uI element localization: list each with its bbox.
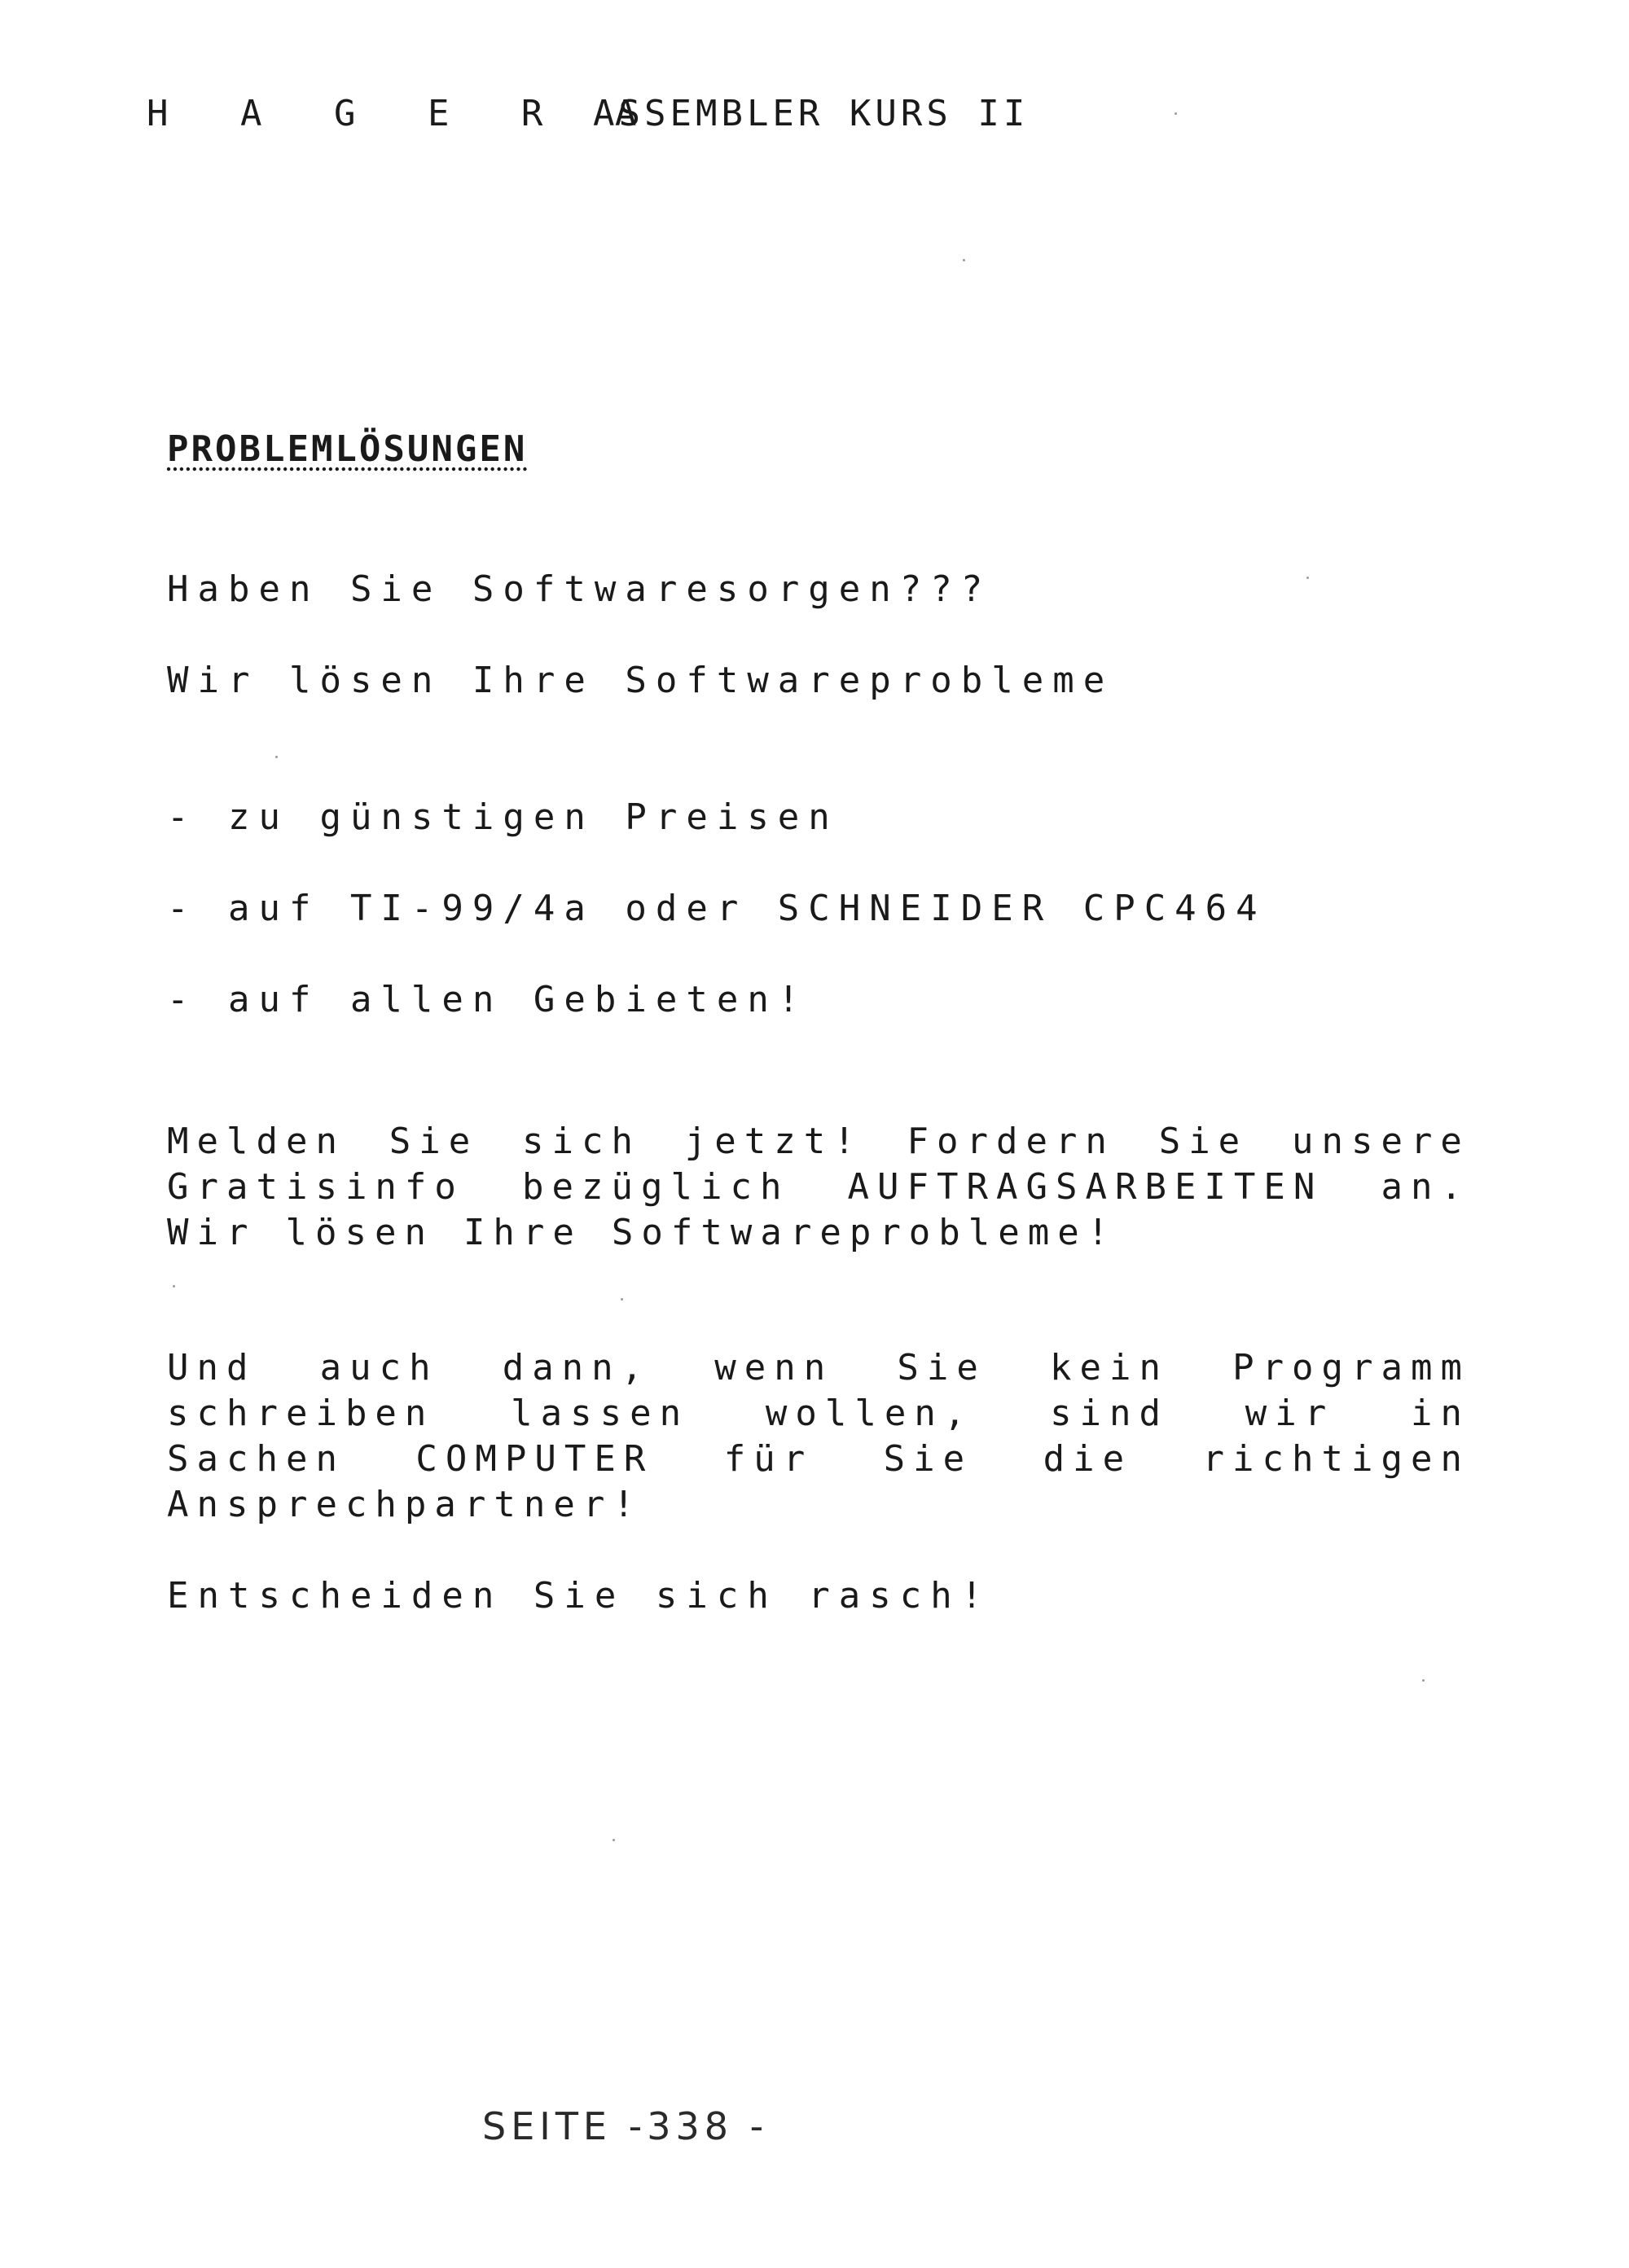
word: auch — [319, 1347, 439, 1388]
bullet-item: - zu günstigen Preisen — [167, 796, 839, 838]
scan-speck — [1306, 577, 1309, 579]
word: Melden — [167, 1121, 345, 1162]
word: unsere — [1291, 1121, 1470, 1162]
word: Sie — [883, 1438, 973, 1480]
word: Sachen — [167, 1438, 345, 1480]
word: Gratisinfo — [167, 1166, 464, 1208]
word: AUFTRAGSARBEITEN — [847, 1166, 1324, 1208]
word: Fordern — [907, 1121, 1115, 1162]
word: sich — [522, 1121, 641, 1162]
word: Sie — [897, 1347, 986, 1388]
word: Sie — [1158, 1121, 1249, 1162]
word: Ihre — [463, 1212, 582, 1253]
word: die — [1043, 1438, 1133, 1480]
word: richtigen — [1202, 1438, 1470, 1480]
header-brand: H A G E R A — [147, 93, 662, 134]
scan-speck — [963, 259, 965, 261]
section-heading: PROBLEMLÖSUNGEN — [167, 428, 528, 470]
word: Softwareprobleme! — [611, 1212, 1117, 1253]
paragraph-line — [167, 1437, 1470, 1482]
word: wir — [1245, 1393, 1335, 1434]
scan-speck — [1422, 1679, 1425, 1682]
bullet-item: - auf allen Gebieten! — [167, 979, 809, 1020]
word: wenn — [714, 1347, 834, 1388]
paragraph-line — [167, 1119, 1470, 1165]
word: lassen — [511, 1393, 690, 1434]
paragraph-line — [167, 1482, 1470, 1528]
paragraph-contact-partner — [167, 1345, 1470, 1528]
paragraph-line — [167, 1210, 1470, 1256]
word: sind — [1050, 1393, 1170, 1434]
scan-speck — [275, 756, 278, 758]
word: lösen — [285, 1212, 434, 1253]
closing-call-to-action: Entscheiden Sie sich rasch! — [167, 1575, 992, 1617]
word: wollen, — [765, 1393, 974, 1434]
word: kein — [1049, 1347, 1169, 1388]
scan-speck — [621, 1298, 623, 1301]
page-number: SEITE -338 - — [482, 2104, 769, 2148]
word: in — [1411, 1393, 1470, 1434]
word: schreiben — [167, 1393, 435, 1434]
word: Wir — [167, 1212, 257, 1253]
word: COMPUTER — [415, 1438, 654, 1480]
word: jetzt! — [684, 1121, 863, 1162]
paragraph-line — [167, 1391, 1470, 1437]
paragraph-line — [167, 1165, 1470, 1210]
paragraph-line — [167, 1345, 1470, 1391]
header-course-title: ASSEMBLER KURS II — [593, 93, 1030, 134]
scan-speck — [1175, 112, 1177, 115]
word: an. — [1381, 1166, 1470, 1208]
word: für — [723, 1438, 814, 1480]
word: bezüglich — [522, 1166, 790, 1208]
scan-speck — [173, 1285, 175, 1288]
scan-speck — [613, 1839, 615, 1841]
word: Sie — [389, 1121, 479, 1162]
intro-statement: Wir lösen Ihre Softwareprobleme — [167, 660, 1114, 701]
word: dann, — [502, 1347, 652, 1388]
bullet-item: - auf TI-99/4a oder SCHNEIDER CPC464 — [167, 888, 1267, 929]
intro-question: Haben Sie Softwaresorgen??? — [167, 568, 992, 610]
word: Und — [167, 1347, 257, 1388]
word: Ansprechpartner! — [167, 1484, 643, 1525]
paragraph-contact — [167, 1119, 1470, 1256]
word: Programm — [1232, 1347, 1470, 1388]
